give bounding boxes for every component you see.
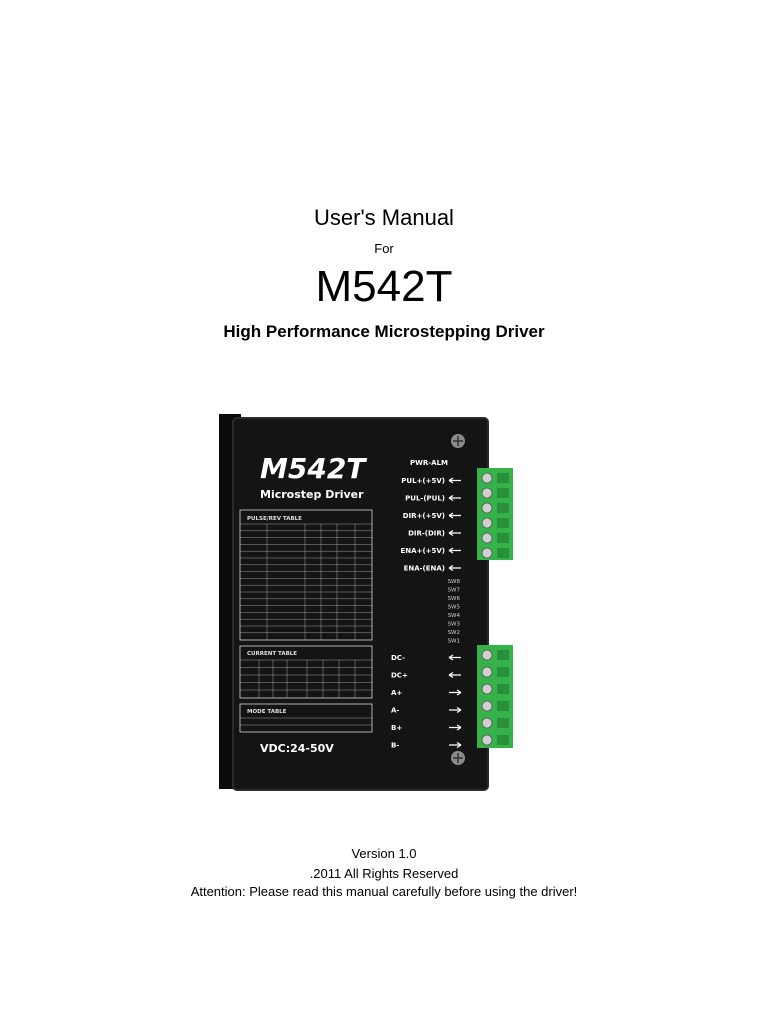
terminal-socket bbox=[497, 650, 509, 660]
power-terminal-block bbox=[477, 645, 513, 748]
terminal-socket bbox=[497, 518, 509, 528]
terminal-socket bbox=[497, 735, 509, 745]
terminal-socket bbox=[497, 548, 509, 558]
switch-label: SW4 bbox=[447, 613, 460, 619]
switch-label: SW8 bbox=[447, 579, 460, 585]
terminal-screw-icon bbox=[482, 684, 492, 694]
terminal-socket bbox=[497, 473, 509, 483]
switch-label: SW7 bbox=[447, 587, 460, 594]
signal-label: PUL-(PUL) bbox=[405, 494, 445, 503]
rights-text: .2011 All Rights Reserved bbox=[309, 866, 459, 881]
terminal-screw-icon bbox=[482, 701, 492, 711]
signal-label: DIR+(+5V) bbox=[402, 512, 445, 520]
terminal-screw-icon bbox=[482, 488, 492, 498]
signal-label: ENA+(+5V) bbox=[400, 547, 445, 555]
pwr-alm-label: PWR-ALM bbox=[410, 459, 448, 467]
switch-label: SW1 bbox=[447, 638, 460, 645]
terminal-screw-icon bbox=[482, 735, 492, 745]
signal-label: ENA-(ENA) bbox=[403, 564, 445, 573]
terminal-socket bbox=[497, 503, 509, 513]
power-pin-label: B+ bbox=[391, 724, 403, 732]
power-pin-label: B- bbox=[391, 741, 400, 750]
manual-title: User's Manual bbox=[314, 205, 454, 230]
pulse-table-title: PULSE/REV TABLE bbox=[247, 516, 302, 522]
power-pin-label: DC- bbox=[391, 654, 406, 662]
terminal-socket bbox=[497, 533, 509, 543]
terminal-screw-icon bbox=[482, 503, 492, 513]
switch-label: SW5 bbox=[447, 604, 460, 611]
power-pin-label: A- bbox=[391, 706, 400, 715]
terminal-socket bbox=[497, 488, 509, 498]
terminal-socket bbox=[497, 718, 509, 728]
terminal-socket bbox=[497, 701, 509, 711]
terminal-screw-icon bbox=[482, 718, 492, 728]
terminal-screw-icon bbox=[482, 473, 492, 483]
model-name: M542T bbox=[315, 262, 453, 311]
product-subtitle: High Performance Microstepping Driver bbox=[223, 322, 545, 341]
terminal-screw-icon bbox=[482, 548, 492, 558]
current-table-title: CURRENT TABLE bbox=[247, 651, 298, 657]
version-text: Version 1.0 bbox=[351, 846, 417, 861]
power-pin-label: A+ bbox=[391, 689, 403, 697]
switch-label: SW3 bbox=[447, 621, 460, 628]
switch-label: SW6 bbox=[447, 596, 460, 602]
terminal-screw-icon bbox=[482, 667, 492, 677]
power-pin-label: DC+ bbox=[391, 671, 408, 680]
signal-label: PUL+(+5V) bbox=[401, 477, 445, 485]
terminal-screw-icon bbox=[482, 650, 492, 660]
device-subtitle-label: Microstep Driver bbox=[260, 488, 364, 501]
terminal-socket bbox=[497, 667, 509, 677]
terminal-screw-icon bbox=[482, 518, 492, 528]
device-model-label: M542T bbox=[260, 452, 366, 485]
for-label: For bbox=[374, 241, 394, 256]
switch-label: SW2 bbox=[447, 630, 460, 636]
attention-text: Attention: Please read this manual carefully before using the driver! bbox=[190, 884, 578, 899]
terminal-socket bbox=[497, 684, 509, 694]
mode-table-title: MODE TABLE bbox=[247, 709, 287, 715]
vdc-label: VDC:24-50V bbox=[260, 742, 334, 755]
driver-photo bbox=[215, 408, 520, 793]
signal-label: DIR-(DIR) bbox=[408, 529, 445, 538]
terminal-screw-icon bbox=[482, 533, 492, 543]
